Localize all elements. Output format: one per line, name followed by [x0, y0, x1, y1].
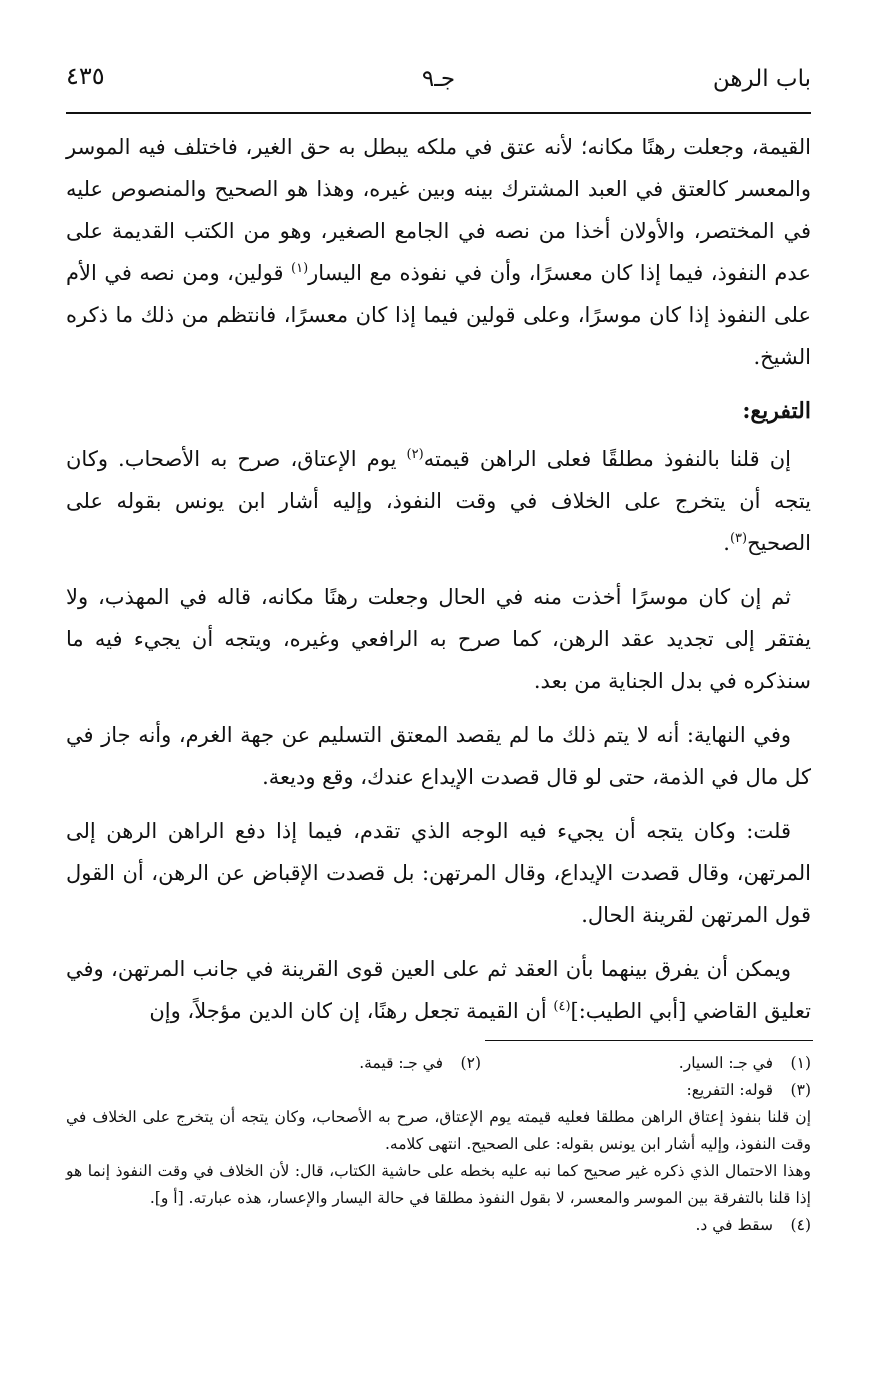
- paragraph-1-tail: قولين، ومن نصه في الأم على النفوذ إذا كان موسرًا، وعلى قولين فيما إذا كان معسرًا، فانتظم من ذلك ما ذكره الشيخ.: [66, 261, 811, 369]
- footnotes-row-1-2: [66, 1050, 811, 1077]
- section-heading: التفريع:: [742, 398, 811, 424]
- footnote-1-number: (١): [790, 1054, 811, 1072]
- footnote-ref-2: (٢): [406, 447, 424, 462]
- paragraph-6-text-a: ويمكن أن يفرق بينهما بأن العقد ثم على العين قوى القرينة في جانب المرتهن، وفي تعليق القاضي [أبي الطيب:]: [66, 957, 811, 1023]
- header-divider: [66, 112, 811, 114]
- footnote-3-number: (٣): [790, 1081, 811, 1099]
- footnote-1: [481, 1050, 811, 1077]
- paragraph-5: قلت: وكان يتجه أن يجيء فيه الوجه الذي تقدم، فيما إذا دفع الراهن الرهن إلى المرتهن، وقال قصدت الإيداع، وقال المرتهن: بل قصدت الإقباض عن الرهن، أن القول قول المرتهن لقرينة الحال.: [66, 819, 811, 927]
- footnote-4-text: سقط في د.: [695, 1216, 773, 1234]
- footnote-ref-4: (٤): [553, 999, 571, 1014]
- footnote-3-quote-1: إن قلنا بنفوذ إعتاق الراهن مطلقا فعليه قيمته يوم الإعتاق، صرح به الأصحاب، وكان يتجه أن يتخرج على الخلاف في وقت النفوذ، وإليه أشار ابن يونس بقوله: على الصحيح. انتهى كلامه.: [66, 1108, 811, 1153]
- paragraph-6: [66, 948, 811, 1032]
- paragraph-3: ثم إن كان موسرًا أخذت منه في الحال وجعلت رهنًا مكانه، قاله في المهذب، ولا يفتقر إلى تجديد عقد الرهن، كما صرح به الرافعي وغيره، ويتجه أن يجيء فيه ما سنذكره في بدل الجناية من بعد.: [66, 585, 811, 693]
- volume-label: جـ٩: [421, 66, 456, 92]
- footnote-3-quote-2: وهذا الاحتمال الذي ذكره غير صحيح كما نبه عليه بخطه على حاشية الكتاب، قال: لأن الخلاف في وقت النفوذ إنما هو إذا قلنا بالتفرقة بين الموسر والمعسر، لا بقول النفوذ مطلقا في حالة اليسار والإعسار، هذه عبارته. [أ و].: [66, 1162, 811, 1207]
- paragraph-2-text-c: .: [723, 531, 730, 555]
- footnote-2: [151, 1050, 481, 1077]
- paragraph-2-text-b: يوم الإعتاق، صرح به الأصحاب. وكان يتجه أن يتخرج على الخلاف في وقت النفوذ، وإليه أشار ابن يونس بقوله على الصحيح: [66, 447, 811, 555]
- main-text: [66, 126, 811, 1044]
- footnote-3: [66, 1077, 811, 1104]
- footnote-divider: [485, 1040, 813, 1041]
- footnote-ref-1: (١): [291, 261, 309, 276]
- footnote-2-text: في جـ: قيمة.: [359, 1054, 443, 1072]
- footnote-4-number: (٤): [790, 1216, 811, 1234]
- paragraph-1: [66, 126, 811, 378]
- footnote-3-text: قوله: التفريع:: [686, 1081, 773, 1099]
- footnotes: [66, 1050, 811, 1239]
- footnote-4: [66, 1212, 811, 1239]
- footnote-ref-3: (٣): [729, 531, 748, 546]
- paragraph-4: وفي النهاية: أنه لا يتم ذلك ما لم يقصد المعتق التسليم عن جهة الغرم، وأنه جاز في كل مال في الذمة، حتى لو قال قصدت الإيداع عندك، وقع وديعة.: [66, 723, 811, 789]
- paragraph-1-text: القيمة، وجعلت رهنًا مكانه؛ لأنه عتق في ملكه يبطل به حق الغير، فاختلف فيه الموسر والمعسر كالعتق في العبد المشترك بينه وبين غيره، وهذا هو الصحيح والمنصوص عليه في المختصر، والأولان أخذا من نصه في الجامع الصغير، وهو من الكتب القديمة على عدم النفوذ، فيما إذا كان معسرًا، وأن في نفوذه مع اليسار: [66, 135, 811, 285]
- footnote-3-quote: [66, 1104, 811, 1212]
- paragraph-2-text-a: إن قلنا بالنفوذ مطلقًا فعلى الراهن قيمته: [423, 447, 791, 471]
- paragraph-2: [66, 438, 811, 564]
- chapter-title: باب الرهن: [712, 66, 811, 92]
- page-number: ٤٣٥: [66, 62, 105, 90]
- paragraph-6-text-b: أن القيمة تجعل رهنًا، إن كان الدين مؤجلاً، وإن: [149, 999, 554, 1023]
- footnote-1-text: في جـ: السيار.: [678, 1054, 773, 1072]
- running-header: [66, 62, 811, 102]
- footnote-2-number: (٢): [460, 1054, 481, 1072]
